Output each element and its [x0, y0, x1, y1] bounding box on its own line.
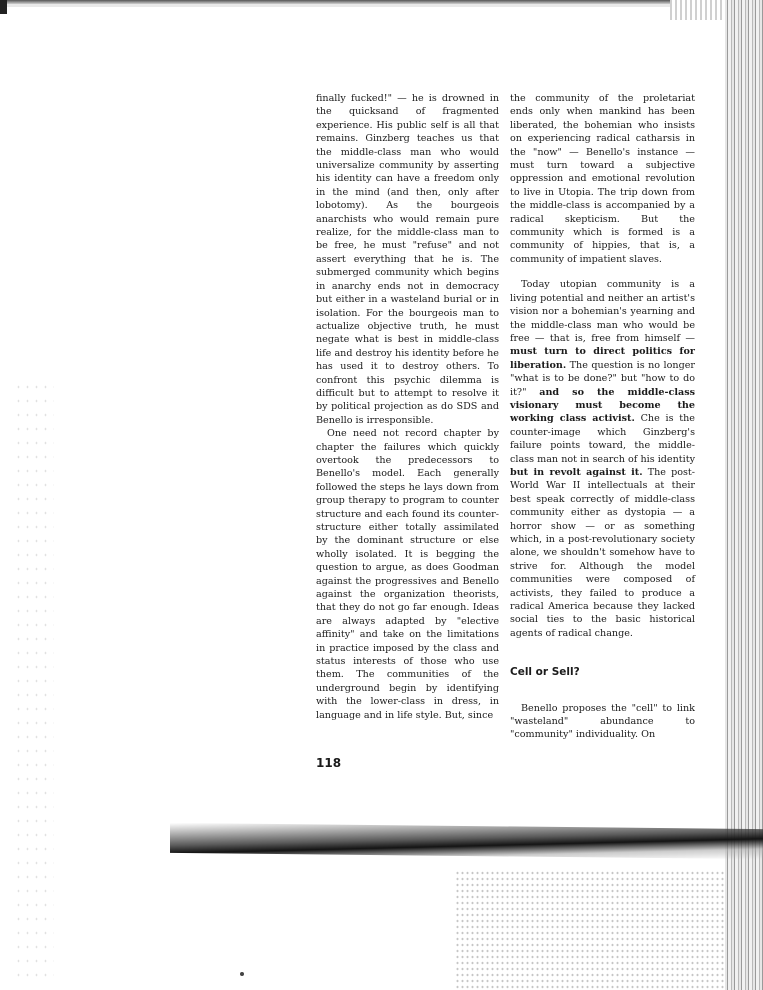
bold-text-run: and so the middle-class visionary must become the working class activist. — [510, 386, 695, 425]
bold-text-run: but in revolt against it. — [510, 466, 643, 478]
scan-top-shadow — [0, 4, 763, 7]
scan-right-edge-top — [670, 0, 725, 20]
section-heading: Cell or Sell? — [510, 666, 580, 679]
text-run: Today utopian community is a living potential and neither an artist's vision nor a bohemian's yearning and the middle-class man who would be free — that is, free from himself — — [510, 279, 695, 344]
left-text-column — [316, 92, 499, 722]
paragraph — [510, 278, 695, 640]
text-run: The question is no longer "what is to be done?" but "how to do it?" — [510, 359, 695, 398]
paragraph: One need not record chapter by chapter the failures which quickly overtook the predecessors to Benello's model. Each generally followed the steps he lays down from group therapy to program to counter structure and each found its counter-structure either totally assimilated by the dominant structure or else wholly isolated. It is begging the question to argue, as does Goodman against the progressives and Benello against the organization theorists, that they do not go far enough. Ideas are always adapted by "elective affinity" and take on the limitations in practice imposed by the class and status interests of those who use them. The communities of the underground begin by identifying with the lower-class in dress, in language and in life style. But, since — [316, 428, 499, 721]
right-text-column — [510, 92, 695, 742]
bold-text-run: must turn to direct politics for liberation. — [510, 346, 695, 371]
scan-speck — [240, 972, 244, 976]
page-binding-shadow — [170, 823, 763, 859]
text-run: Che is the counter-image which Ginzberg's failure points toward, the middle-class man not in search of his identity — [510, 413, 695, 465]
page-number: 118 — [316, 756, 342, 770]
paragraph: the community of the proletariat ends only when mankind has been liberated, the bohemian who insists on experiencing radical catharsis in the "now" — Benello's instance — must turn toward a subjective oppression and emotional revolution to live in Utopia. The trip down from the middle-class is accompanied by a radical skepticism. But the community which is formed is a community of hippies, that is, a community of impatient slaves. — [510, 93, 695, 265]
scan-bottom-noise — [455, 870, 725, 990]
scan-corner-mark — [0, 0, 7, 14]
scan-left-noise — [14, 380, 54, 980]
paragraph: finally fucked!" — he is drowned in the quicksand of fragmented experience. His public self is all that remains. Ginzberg teaches us that the middle-class man who would universalize community by asserting his identity can have a freedom only in the mind (and then, only after lobotomy). As the bourgeois anarchists who would remain pure realize, for the middle-class man to be free, he must "refuse" and not assert everything that he is. The submerged community which begins in anarchy ends not in democracy but either in a wasteland burial or in isolation. For the bourgeois man to actualize objective truth, he must negate what is best in middle-class life and destroy his identity before he has used it to destroy others. To confront this psychic dilemma is difficult but to attempt to resolve it by political projection as do SDS and Benello is irresponsible. — [316, 93, 499, 426]
paragraph: Benello proposes the "cell" to link "wasteland" abundance to "community" individuality. On — [510, 702, 695, 741]
text-run: The post-World War II intellectuals at their best speak correctly of middle-class community either as dystopia — a horror show — or as something which, in a post-revolutionary society alone, we shouldn't somehow have to strive for. Although the model communities were composed of activists, they failed to produce a radical America because they lacked social ties to the basic historical agents of radical change. — [510, 466, 696, 639]
